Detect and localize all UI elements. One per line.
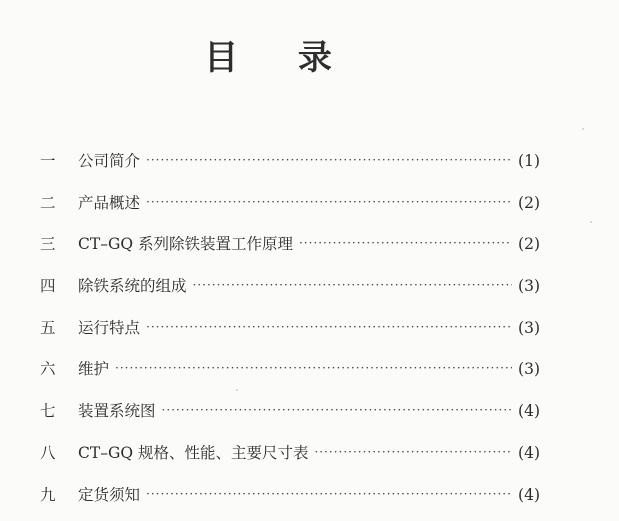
page-title: 目 录 bbox=[0, 30, 560, 79]
toc-entry-page: (2) bbox=[512, 188, 540, 218]
toc-entry-6[interactable] bbox=[40, 354, 540, 396]
toc-entry-number: 六 bbox=[40, 354, 78, 384]
toc-entry-number: 二 bbox=[40, 188, 78, 218]
dot-leader bbox=[299, 228, 512, 258]
toc-entry-9[interactable] bbox=[40, 480, 540, 521]
toc-entry-number: 八 bbox=[40, 438, 78, 468]
toc-entry-label: 除铁系统的组成 bbox=[78, 271, 193, 301]
toc-entry-number: 七 bbox=[40, 396, 78, 426]
toc-entry-page: (2) bbox=[512, 229, 540, 259]
toc-entry-label: CT–GQ 规格、性能、主要尺寸表 bbox=[78, 438, 314, 468]
toc-entry-page: (4) bbox=[512, 396, 540, 426]
toc-entry-page: (3) bbox=[512, 313, 540, 343]
dot-leader bbox=[193, 270, 513, 300]
toc-entry-page: (1) bbox=[512, 146, 540, 176]
toc-entry-2[interactable] bbox=[40, 188, 540, 230]
toc-entry-label: 公司简介 bbox=[78, 146, 146, 176]
table-of-contents bbox=[40, 146, 540, 521]
toc-entry-3[interactable] bbox=[40, 229, 540, 271]
toc-entry-number: 五 bbox=[40, 313, 78, 343]
dot-leader bbox=[146, 312, 512, 342]
toc-entry-label: 定货须知 bbox=[78, 480, 146, 510]
dot-leader bbox=[314, 437, 512, 467]
toc-entry-7[interactable] bbox=[40, 396, 540, 438]
toc-entry-label: 维护 bbox=[78, 354, 115, 384]
toc-entry-label: 产品概述 bbox=[78, 188, 146, 218]
toc-entry-number: 一 bbox=[40, 146, 78, 176]
toc-entry-label: 装置系统图 bbox=[78, 396, 162, 426]
dot-leader bbox=[146, 479, 512, 509]
toc-entry-page: (4) bbox=[512, 480, 540, 510]
toc-entry-page: (3) bbox=[512, 271, 540, 301]
dot-leader bbox=[146, 187, 512, 217]
toc-entry-number: 三 bbox=[40, 229, 78, 259]
toc-entry-number: 四 bbox=[40, 271, 78, 301]
dot-leader bbox=[162, 395, 513, 425]
toc-entry-1[interactable] bbox=[40, 146, 540, 188]
paper-speck bbox=[590, 221, 592, 223]
paper-speck bbox=[582, 128, 584, 130]
toc-entry-label: CT–GQ 系列除铁装置工作原理 bbox=[78, 229, 299, 259]
toc-entry-label: 运行特点 bbox=[78, 313, 146, 343]
dot-leader bbox=[115, 353, 512, 383]
toc-entry-page: (4) bbox=[512, 438, 540, 468]
toc-entry-8[interactable] bbox=[40, 438, 540, 480]
toc-entry-4[interactable] bbox=[40, 271, 540, 313]
toc-entry-number: 九 bbox=[40, 480, 78, 510]
toc-entry-page: (3) bbox=[512, 354, 540, 384]
toc-entry-5[interactable] bbox=[40, 313, 540, 355]
dot-leader bbox=[146, 145, 512, 175]
paper-speck bbox=[236, 389, 238, 391]
